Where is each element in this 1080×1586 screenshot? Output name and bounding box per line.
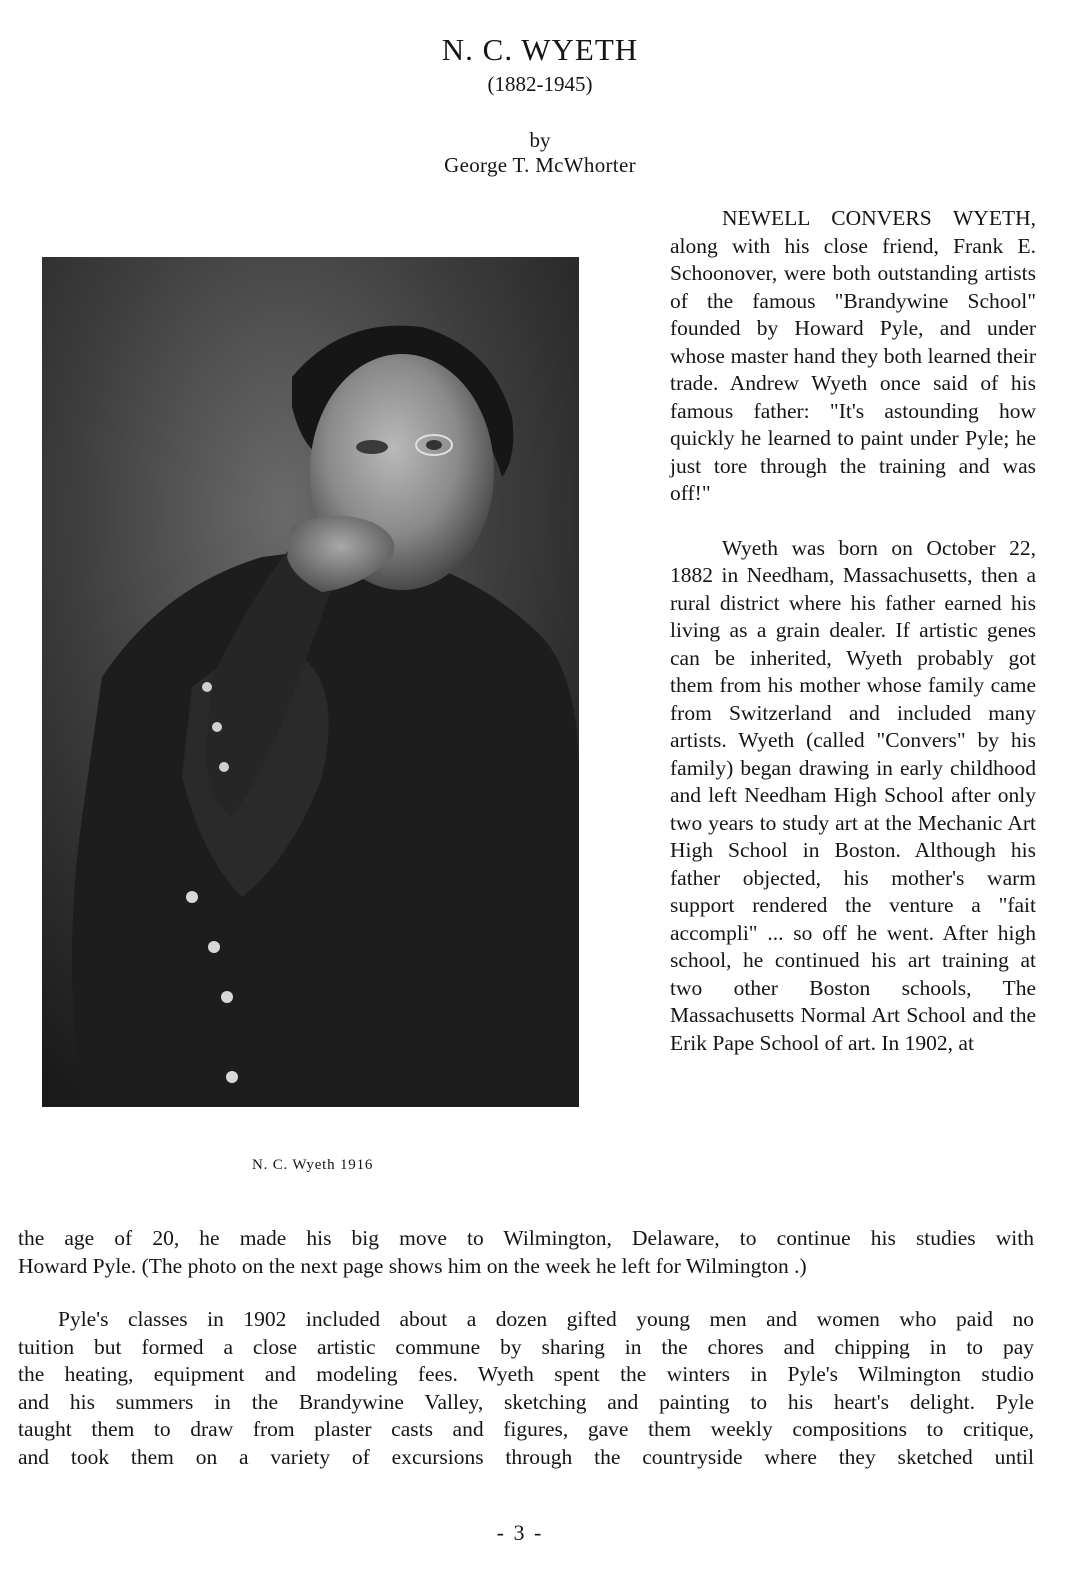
text-line: and took them on a variety of excursions through the countryside where they sketched until	[18, 1444, 1034, 1469]
page-number: - 3 -	[496, 1520, 544, 1545]
portrait-photo	[42, 257, 579, 1107]
byline-label: by	[529, 128, 551, 152]
author-name: George T. McWhorter	[444, 153, 636, 177]
paragraph-1: NEWELL CONVERS WYETH, along with his close friend, Frank E. Schoonover, were both outstanding artists of the famous "Brandywine School" founded by Howard Pyle, and under whose master hand they both learned their trade. Andrew Wyeth once said of his famous father: "It's astounding how quickly he learned to paint under Pyle; he just tore through the training and was off!"	[670, 206, 1036, 505]
paragraph-2-continuation	[18, 1225, 1034, 1280]
portrait-image	[42, 257, 579, 1107]
text-line: the heating, equipment and modeling fees. Wyeth spent the winters in Pyle's Wilmington studio	[18, 1362, 1034, 1386]
photo-caption: N. C. Wyeth 1916	[252, 1157, 374, 1173]
paragraph-3	[18, 1306, 1034, 1471]
text-line: taught them to draw from plaster casts and figures, gave them weekly compositions to critique,	[18, 1417, 1034, 1441]
paragraph-2: Wyeth was born on October 22, 1882 in Needham, Massachusetts, then a rural district where his father earned his living as a grain dealer. If artistic genes can be inherited, Wyeth probably got them from his mother whose family came from Switzerland and included many artists. Wyeth (called "Convers" by his family) began drawing in early childhood and left Needham High School after only two years to study art at the Mechanic Art High School in Boston. Although his father objected, his mother's warm support rendered the venture a "fait accompli" ... so off he went. After high school, he continued his art training at two other Boston schools, The Massachusetts Normal Art School and the Erik Pape School of art. In 1902, at	[670, 535, 1036, 1055]
right-text-column	[670, 205, 1036, 1057]
text-line: tuition but formed a close artistic commune by sharing in the chores and chipping in to pay	[18, 1334, 1034, 1359]
text-line: Howard Pyle. (The photo on the next page shows him on the week he left for Wilmington .)	[18, 1253, 807, 1278]
article-dates: (1882-1945)	[487, 72, 593, 96]
text-line: the age of 20, he made his big move to Wilmington, Delaware, to continue his studies with	[18, 1226, 1034, 1250]
text-line: Pyle's classes in 1902 included about a dozen gifted young men and women who paid no	[58, 1307, 1034, 1331]
text-line: and his summers in the Brandywine Valley, sketching and painting to his heart's delight. Pyle	[18, 1389, 1034, 1414]
article-title: N. C. WYETH	[441, 32, 639, 67]
